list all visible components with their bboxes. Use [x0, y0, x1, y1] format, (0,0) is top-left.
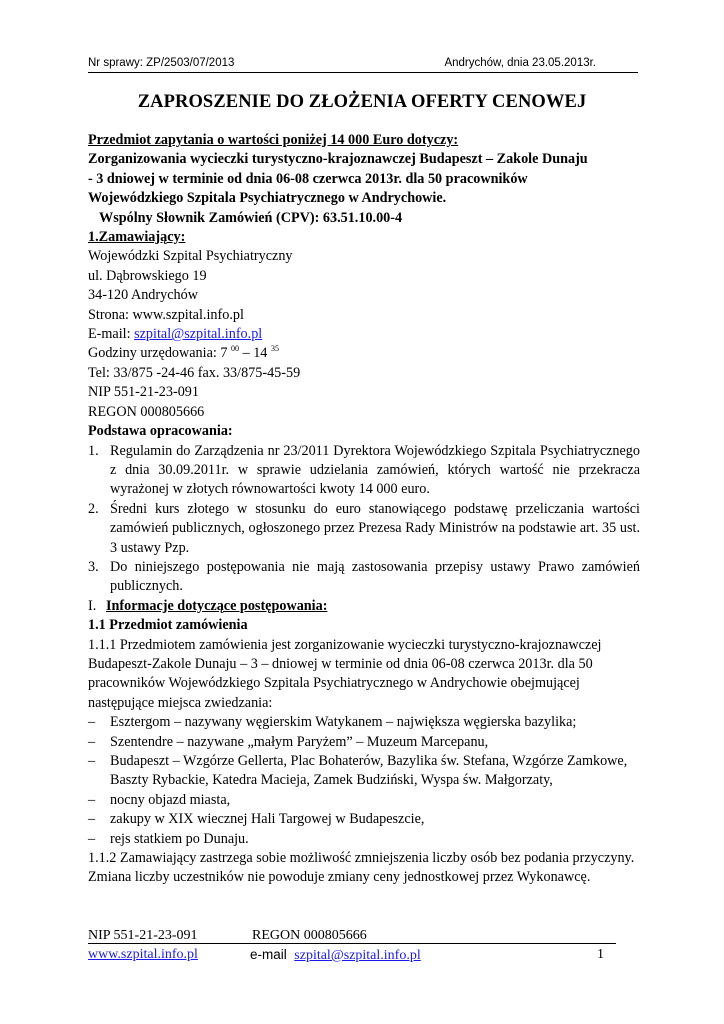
office-hours	[88, 344, 640, 363]
hours-to-minutes: 35	[270, 344, 279, 354]
footer-email	[250, 947, 421, 964]
list-item	[88, 830, 640, 849]
email-label: E-mail:	[88, 326, 131, 343]
order-subject-paragraph: 1.1.1 Przedmiotem zamówienia jest zorganizowanie wycieczki turystyczno-krajoznawczej Budapeszt-Zakole Dunaju – 3 – dniowej w terminie od dnia 06-08 czerwca 2013r. dla 50 pracowników Wojewódzkiego Szpitala Psychiatrycznego w Andrychowie obejmującej następujące miejsca zwiedzania:	[88, 636, 602, 711]
page-footer	[88, 929, 616, 965]
buyer-website: Strona: www.szpital.info.pl	[88, 306, 244, 323]
list-item	[88, 713, 640, 732]
page-header	[88, 56, 638, 73]
basis-item-number: 3.	[88, 558, 99, 575]
dash-bullet: –	[88, 830, 96, 847]
basis-item	[88, 500, 640, 558]
subsection-heading: 1.1 Przedmiot zamówienia	[88, 617, 248, 634]
subject-heading: Przedmiot zapytania o wartości poniżej 14 000 Euro dotyczy:	[88, 132, 459, 148]
dash-bullet: –	[88, 791, 96, 808]
footer-nip: NIP 551-21-23-091	[88, 928, 198, 943]
buyer-email-link[interactable]: szpital@szpital.info.pl	[134, 326, 263, 343]
list-item	[88, 752, 640, 791]
hours-label: Godziny urzędowania: 7	[88, 345, 228, 362]
buyer-city: 34-120 Andrychów	[88, 287, 198, 304]
basis-item	[88, 442, 640, 500]
section-1-heading-line	[88, 597, 640, 616]
basis-heading: Podstawa opracowania:	[88, 423, 233, 440]
list-item	[88, 810, 640, 829]
footer-ids-row	[88, 929, 616, 944]
dash-bullet: –	[88, 753, 96, 769]
basis-item-number: 2.	[88, 500, 99, 517]
buyer-heading: 1.Zamawiający:	[88, 229, 186, 246]
place-text: Esztergom – nazywany węgierskim Watykanem – największa węgierska bazylika;	[110, 714, 577, 731]
subject-line-3: Wojewódzkiego Szpitala Psychiatrycznego w Andrychowie.	[88, 190, 447, 207]
footer-regon: REGON 000805666	[252, 928, 367, 943]
document-title: ZAPROSZENIE DO ZŁOŻENIA OFERTY CENOWEJ	[137, 92, 587, 112]
hours-separator: – 14	[239, 345, 268, 362]
footer-email-link[interactable]: szpital@szpital.info.pl	[294, 948, 421, 963]
page-number: 1	[597, 947, 604, 962]
buyer-phone: Tel: 33/875 -24-46 fax. 33/875-45-59	[88, 364, 301, 381]
place-date: Andrychów, dnia 23.05.2013r.	[444, 57, 596, 69]
basis-item-text: Średni kurs złotego w stosunku do euro stanowiącego podstawę przeliczania wartości zamówień publicznych, ogłoszonego przez Prezesa Rady Ministrów na podstawie art. 35 ust. 3 ustawy Pzp.	[110, 500, 640, 556]
place-text: nocny objazd miasta,	[110, 791, 231, 808]
case-number: Nr sprawy: ZP/2503/07/2013	[88, 57, 235, 69]
place-text: Budapeszt – Wzgórze Gellerta, Plac Bohaterów, Bazylika św. Stefana, Wzgórze Zamkowe, Baszty Rybackie, Katedra Macieja, Zamek Budziński, Wyspa św. Małgorzaty,	[110, 753, 628, 789]
document-body	[88, 131, 640, 888]
places-list	[88, 713, 640, 849]
place-text: rejs statkiem po Dunaju.	[110, 830, 249, 847]
hours-from-minutes: 00	[231, 344, 240, 354]
place-text: Szentendre – nazywane „małym Paryżem” – Muzeum Marcepanu,	[110, 733, 489, 750]
footer-contact-row	[88, 947, 616, 965]
footer-website-link[interactable]: www.szpital.info.pl	[88, 947, 198, 962]
section-1-heading: Informacje dotyczące postępowania:	[106, 597, 328, 614]
buyer-email-line	[88, 325, 640, 344]
dash-bullet: –	[88, 811, 96, 828]
basis-item-number: 1.	[88, 442, 99, 459]
subject-line-2: - 3 dniowej w terminie od dnia 06-08 czerwca 2013r. dla 50 pracowników	[88, 170, 528, 187]
subject-line-1: Zorganizowania wycieczki turystyczno-krajoznawczej Budapeszt – Zakole Dunaju	[88, 151, 588, 168]
buyer-regon: REGON 000805666	[88, 403, 205, 420]
dash-bullet: –	[88, 733, 96, 750]
footer-email-label: e-mail	[250, 947, 287, 962]
cpv-code: Wspólny Słownik Zamówień (CPV): 63.51.10.00-4	[99, 209, 403, 226]
list-item	[88, 733, 640, 752]
buyer-nip: NIP 551-21-23-091	[88, 384, 199, 401]
list-item	[88, 791, 640, 810]
basis-item	[88, 558, 640, 597]
buyer-street: ul. Dąbrowskiego 19	[88, 267, 207, 284]
basis-list	[88, 442, 640, 597]
basis-item-text: Do niniejszego postępowania nie mają zastosowania przepisy ustawy Prawo zamówień publicznych.	[110, 558, 640, 595]
reservation-paragraph: 1.1.2 Zamawiający zastrzega sobie możliwość zmniejszenia liczby osób bez podania przyczyny. Zmiana liczby uczestników nie powoduje zmiany ceny jednostkowej przez Wykonawcę.	[88, 850, 635, 886]
basis-item-text: Regulamin do Zarządzenia nr 23/2011 Dyrektora Wojewódzkiego Szpitala Psychiatrycznego z dnia 30.09.2011r. w sprawie udzielania zamówień, których wartość nie przekracza wyrażonej w złotych równowartości kwoty 14 000 euro.	[110, 442, 640, 498]
dash-bullet: –	[88, 714, 96, 731]
place-text: zakupy w XIX wiecznej Hali Targowej w Budapeszcie,	[110, 811, 425, 828]
buyer-name: Wojewódzki Szpital Psychiatryczny	[88, 248, 293, 265]
section-1-number: I.	[88, 597, 97, 614]
